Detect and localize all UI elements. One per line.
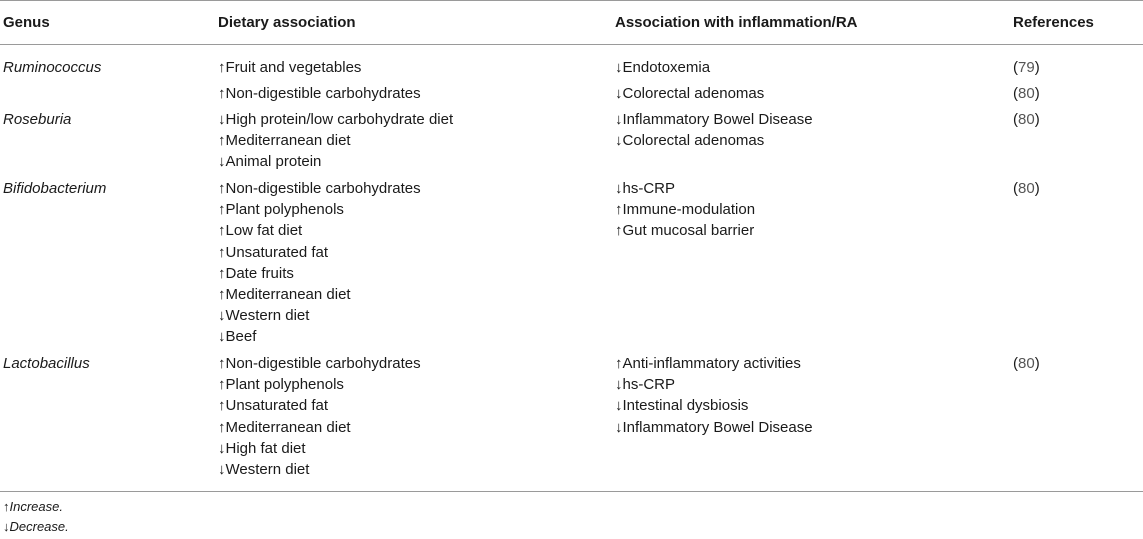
footnote-increase: ↑Increase.: [3, 499, 63, 514]
diet-cell: [218, 57, 421, 104]
inflammation-item: ↓Intestinal dysbiosis: [615, 397, 749, 415]
inflammation-cell: [615, 57, 764, 104]
diet-item: ↓Animal protein: [218, 153, 322, 171]
diet-item: ↑Non-digestible carbohydrates: [218, 355, 421, 372]
diet-cell: [218, 109, 453, 173]
inflammation-cell: [615, 178, 755, 242]
inflammation-item: ↑Anti-inflammatory activities: [615, 355, 801, 372]
inflammation-cell: [615, 109, 813, 151]
references-cell: (79) (80): [1013, 59, 1040, 102]
diet-item: ↑Date fruits: [218, 264, 294, 282]
reference-link[interactable]: 80: [1018, 180, 1035, 197]
reference-link[interactable]: 79: [1018, 59, 1035, 76]
inflammation-item: ↑Gut mucosal barrier: [615, 222, 755, 240]
diet-item: ↓Beef: [218, 328, 257, 346]
header-inflammation-association: Association with inflammation/RA: [615, 14, 858, 31]
table-top-rule: [0, 0, 1143, 1]
inflammation-item: ↓hs-CRP: [615, 376, 676, 394]
header-rule: [0, 44, 1143, 45]
diet-item: ↓Western diet: [218, 307, 310, 325]
diet-cell: [218, 353, 421, 480]
genus-cell: Lactobacillus: [3, 355, 90, 372]
inflammation-item: ↓Inflammatory Bowel Disease: [615, 418, 813, 436]
diet-item: ↓Western diet: [218, 460, 310, 478]
diet-cell: [218, 178, 421, 348]
diet-item: ↑Fruit and vegetables: [218, 59, 362, 76]
table-bottom-rule: [0, 491, 1143, 492]
header-references: References: [1013, 14, 1094, 31]
inflammation-item: ↓Colorectal adenomas: [615, 85, 765, 102]
header-dietary-association: Dietary association: [218, 14, 356, 31]
diet-item: ↑Non-digestible carbohydrates: [218, 180, 421, 197]
references-cell: (80): [1013, 111, 1040, 128]
inflammation-item: ↑Immune-modulation: [615, 201, 756, 219]
inflammation-item: ↓hs-CRP: [615, 180, 676, 197]
diet-item: ↑Plant polyphenols: [218, 376, 344, 394]
diet-item: ↑Non-digestible carbohydrates: [218, 85, 421, 102]
diet-item: ↑Mediterranean diet: [218, 132, 351, 150]
diet-item: ↑Low fat diet: [218, 222, 303, 240]
diet-item: ↑Unsaturated fat: [218, 397, 329, 415]
reference-link[interactable]: 80: [1018, 85, 1035, 102]
genus-cell: Roseburia: [3, 111, 72, 128]
reference-link[interactable]: 80: [1018, 355, 1035, 372]
inflammation-item: ↓Endotoxemia: [615, 59, 711, 76]
genus-cell: Ruminococcus: [3, 59, 102, 76]
genus-cell: Bifidobacterium: [3, 180, 107, 197]
diet-item: ↑Mediterranean diet: [218, 418, 351, 436]
inflammation-cell: [615, 353, 813, 438]
diet-item: ↓High fat diet: [218, 439, 306, 457]
footnote-decrease: ↓Decrease.: [3, 519, 69, 534]
references-cell: (80): [1013, 355, 1040, 372]
header-genus: Genus: [3, 14, 50, 31]
diet-item: ↑Mediterranean diet: [218, 285, 351, 303]
reference-link[interactable]: 80: [1018, 111, 1035, 128]
inflammation-item: ↓Colorectal adenomas: [615, 132, 765, 150]
references-cell: (80): [1013, 180, 1040, 197]
diet-item: ↓High protein/low carbohydrate diet: [218, 111, 454, 128]
diet-item: ↑Unsaturated fat: [218, 243, 329, 261]
inflammation-item: ↓Inflammatory Bowel Disease: [615, 111, 813, 128]
diet-item: ↑Plant polyphenols: [218, 201, 344, 219]
